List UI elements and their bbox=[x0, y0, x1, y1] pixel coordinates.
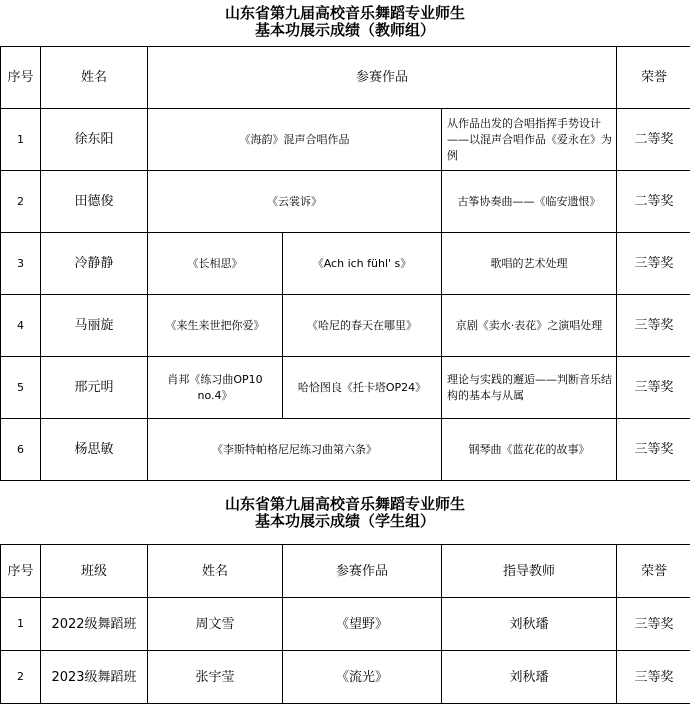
table-row bbox=[1, 598, 690, 651]
row-class: 2023级舞蹈班 bbox=[41, 651, 148, 704]
row-no: 5 bbox=[1, 357, 41, 419]
row-teacher: 刘秋璠 bbox=[442, 651, 617, 704]
row-work-a: 《李斯特帕格尼尼练习曲第六条》 bbox=[148, 419, 442, 481]
header-award: 荣誉 bbox=[617, 47, 690, 109]
row-award: 三等奖 bbox=[617, 419, 690, 481]
header-no: 序号 bbox=[1, 545, 41, 598]
row-work-c: 京剧《卖水·表花》之演唱处理 bbox=[442, 295, 617, 357]
row-name: 周文雪 bbox=[148, 598, 283, 651]
row-award: 三等奖 bbox=[617, 651, 690, 704]
row-name: 冷静静 bbox=[41, 233, 148, 295]
row-work-c: 理论与实践的邂逅——判断音乐结构的基本与从属 bbox=[442, 357, 617, 419]
row-work-c: 钢琴曲《蓝花花的故事》 bbox=[442, 419, 617, 481]
row-work: 《流光》 bbox=[283, 651, 442, 704]
header-name: 姓名 bbox=[148, 545, 283, 598]
row-award: 三等奖 bbox=[617, 598, 690, 651]
table-row bbox=[1, 109, 690, 171]
row-teacher: 刘秋璠 bbox=[442, 598, 617, 651]
student-title-line1: 山东省第九届高校音乐舞蹈专业师生 bbox=[0, 496, 690, 513]
student-results-table bbox=[0, 544, 690, 704]
header-works: 参赛作品 bbox=[148, 47, 617, 109]
row-award: 二等奖 bbox=[617, 109, 690, 171]
table-row bbox=[1, 171, 690, 233]
table-row bbox=[1, 357, 690, 419]
teacher-title-line1: 山东省第九届高校音乐舞蹈专业师生 bbox=[0, 5, 690, 22]
row-work-b: 《哈尼的春天在哪里》 bbox=[283, 295, 442, 357]
row-work-c: 从作品出发的合唱指挥手势设计——以混声合唱作品《爱永在》为例 bbox=[442, 109, 617, 171]
teacher-title-line2: 基本功展示成绩（教师组） bbox=[0, 22, 690, 39]
row-work-a: 《云裳诉》 bbox=[148, 171, 442, 233]
row-award: 三等奖 bbox=[617, 295, 690, 357]
row-work-c: 古筝协奏曲——《临安遗恨》 bbox=[442, 171, 617, 233]
row-name: 徐东阳 bbox=[41, 109, 148, 171]
row-no: 4 bbox=[1, 295, 41, 357]
row-no: 2 bbox=[1, 171, 41, 233]
header-award: 荣誉 bbox=[617, 545, 690, 598]
row-work: 《望野》 bbox=[283, 598, 442, 651]
row-work-b: 哈恰图良《托卡塔OP24》 bbox=[283, 357, 442, 419]
row-name: 杨思敏 bbox=[41, 419, 148, 481]
row-work-a: 《海韵》混声合唱作品 bbox=[148, 109, 442, 171]
row-work-a: 《长相思》 bbox=[148, 233, 283, 295]
row-name: 马丽旋 bbox=[41, 295, 148, 357]
row-no: 1 bbox=[1, 598, 41, 651]
row-award: 三等奖 bbox=[617, 357, 690, 419]
row-name: 邢元明 bbox=[41, 357, 148, 419]
row-name: 张宇莹 bbox=[148, 651, 283, 704]
row-work-b: 《Ach ich fühl' s》 bbox=[283, 233, 442, 295]
teacher-results-table bbox=[0, 46, 690, 481]
row-no: 2 bbox=[1, 651, 41, 704]
header-teacher: 指导教师 bbox=[442, 545, 617, 598]
header-work: 参赛作品 bbox=[283, 545, 442, 598]
row-award: 二等奖 bbox=[617, 171, 690, 233]
table-row bbox=[1, 295, 690, 357]
row-name: 田德俊 bbox=[41, 171, 148, 233]
student-table-title bbox=[0, 496, 690, 530]
student-title-line2: 基本功展示成绩（学生组） bbox=[0, 513, 690, 530]
row-class: 2022级舞蹈班 bbox=[41, 598, 148, 651]
header-class: 班级 bbox=[41, 545, 148, 598]
header-name: 姓名 bbox=[41, 47, 148, 109]
student-header-row bbox=[1, 545, 690, 598]
row-award: 三等奖 bbox=[617, 233, 690, 295]
row-no: 3 bbox=[1, 233, 41, 295]
row-no: 1 bbox=[1, 109, 41, 171]
row-no: 6 bbox=[1, 419, 41, 481]
teacher-header-row bbox=[1, 47, 690, 109]
row-work-a: 肖邦《练习曲OP10 no.4》 bbox=[148, 357, 283, 419]
teacher-table-title bbox=[0, 5, 690, 39]
table-row bbox=[1, 651, 690, 704]
table-row bbox=[1, 419, 690, 481]
row-work-a: 《来生来世把你爱》 bbox=[148, 295, 283, 357]
table-row bbox=[1, 233, 690, 295]
header-no: 序号 bbox=[1, 47, 41, 109]
row-work-c: 歌唱的艺术处理 bbox=[442, 233, 617, 295]
